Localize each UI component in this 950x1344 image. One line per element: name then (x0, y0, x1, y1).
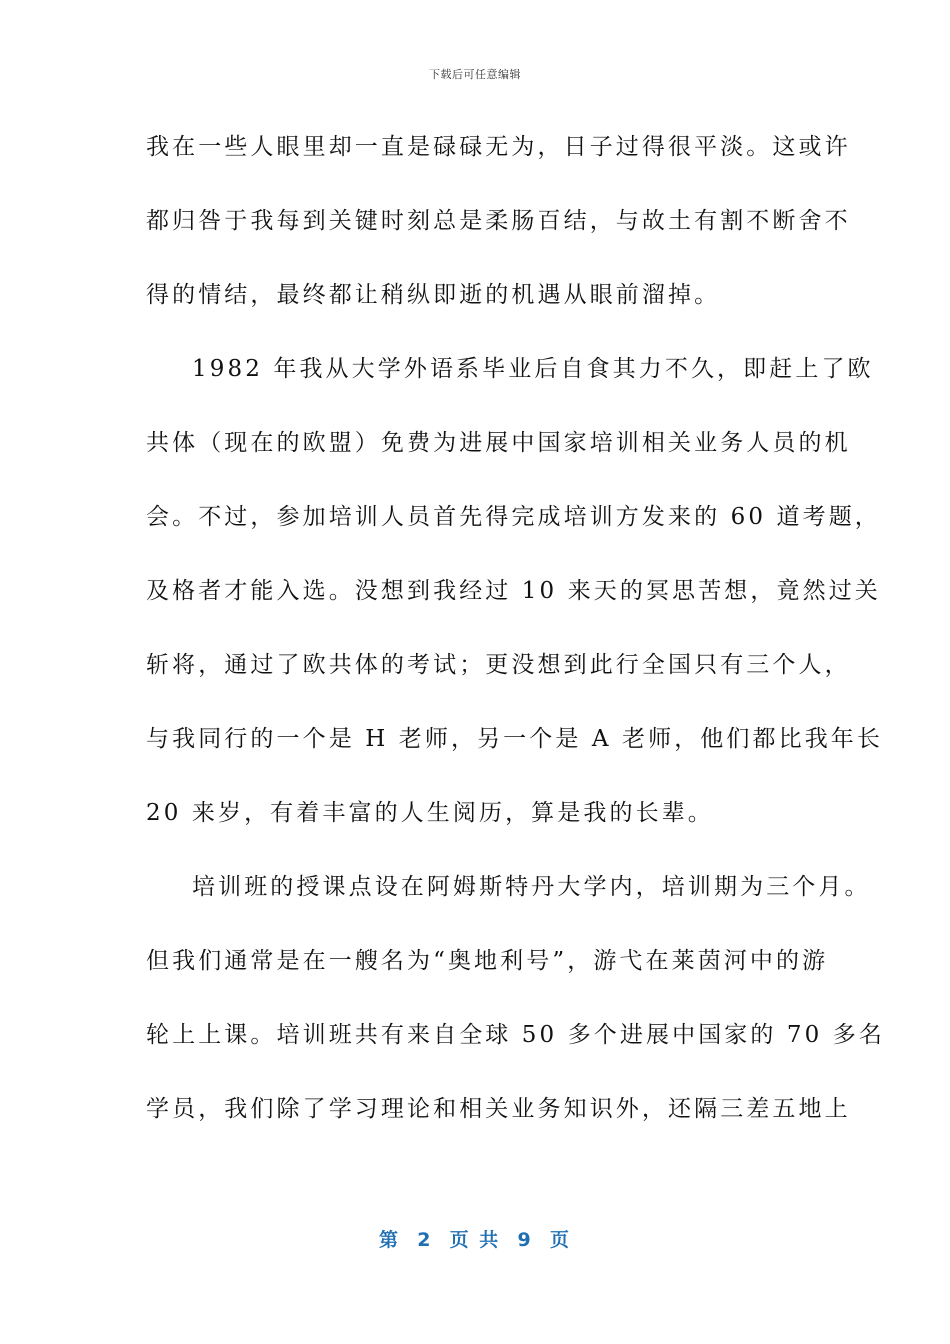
paragraph-first-line: 1982 年我从大学外语系毕业后自食其力不久，即赶上了欧 (192, 356, 874, 382)
text-line: 与我同行的一个是 H 老师，另一个是 A 老师，他们都比我年长 (146, 726, 884, 752)
text-line: 但我们通常是在一艘名为“奥地利号”，游弋在莱茵河中的游 (146, 948, 829, 974)
text-line: 学员，我们除了学习理论和相关业务知识外，还隔三差五地上 (146, 1096, 851, 1122)
text-line: 共体（现在的欧盟）免费为进展中国家培训相关业务人员的机 (146, 430, 851, 456)
document-body (146, 120, 885, 1156)
text-line: 得的情结，最终都让稍纵即逝的机遇从眼前溜掉。 (146, 282, 721, 308)
text-line: 斩将，通过了欧共体的考试；更没想到此行全国只有三个人， (146, 652, 851, 678)
text-line: 会。不过，参加培训人员首先得完成培训方发来的 60 道考题， (146, 504, 881, 530)
page-number-footer: 第 2 页 共 9 页 (379, 1229, 571, 1251)
text-line: 及格者才能入选。没想到我经过 10 来天的冥思苦想，竟然过关 (146, 578, 881, 604)
header-note: 下载后可任意编辑 (429, 68, 521, 81)
text-line: 轮上上课。培训班共有来自全球 50 多个进展中国家的 70 多名 (146, 1022, 885, 1048)
paragraph-first-line: 培训班的授课点设在阿姆斯特丹大学内，培训期为三个月。 (192, 874, 871, 900)
text-line: 都归咎于我每到关键时刻总是柔肠百结，与故土有割不断舍不 (146, 208, 851, 234)
text-line: 20 来岁，有着丰富的人生阅历，算是我的长辈。 (146, 800, 714, 826)
text-line: 我在一些人眼里却一直是碌碌无为，日子过得很平淡。这或许 (146, 134, 851, 160)
